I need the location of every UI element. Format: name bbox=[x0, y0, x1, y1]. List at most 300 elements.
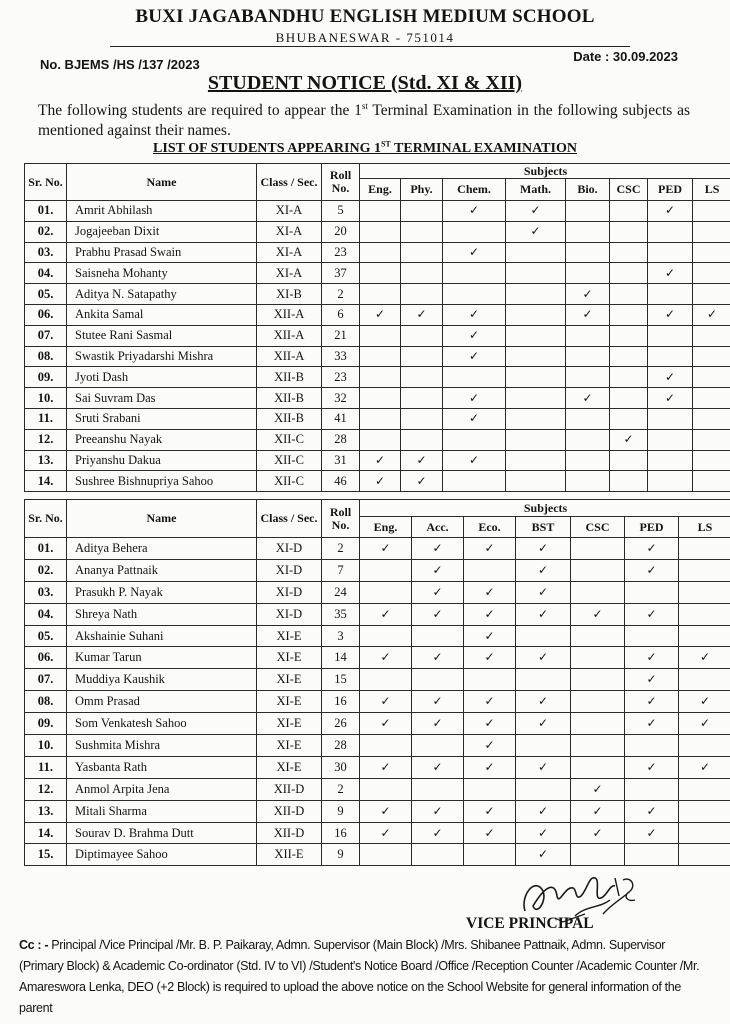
name-cell: Aditya N. Satapathy bbox=[67, 284, 257, 305]
tick-mark: ✓ bbox=[464, 647, 516, 669]
tick-mark: ✓ bbox=[464, 603, 516, 625]
name-cell: Jogajeeban Dixit bbox=[67, 221, 257, 242]
tick-mark: ✓ bbox=[360, 756, 412, 778]
tick-mark: ✓ bbox=[571, 800, 625, 822]
class-cell: XII-A bbox=[257, 325, 322, 346]
empty-subject-cell bbox=[506, 408, 566, 429]
empty-subject-cell bbox=[360, 581, 412, 603]
class-cell: XI-E bbox=[257, 691, 322, 713]
subject-header-ped: PED bbox=[648, 179, 693, 201]
subject-header-eng: Eng. bbox=[360, 517, 412, 538]
name-cell: Saisneha Mohanty bbox=[67, 263, 257, 284]
empty-subject-cell bbox=[625, 778, 679, 800]
class-cell: XI-E bbox=[257, 735, 322, 757]
class-cell: XI-E bbox=[257, 669, 322, 691]
tick-mark: ✓ bbox=[360, 800, 412, 822]
tick-mark: ✓ bbox=[464, 625, 516, 647]
empty-subject-cell bbox=[679, 669, 730, 691]
roll-cell: 23 bbox=[322, 367, 360, 388]
empty-subject-cell bbox=[571, 559, 625, 581]
roll-cell: 30 bbox=[322, 756, 360, 778]
empty-subject-cell bbox=[648, 471, 693, 492]
empty-subject-cell bbox=[506, 284, 566, 305]
list-title-ordinal-sup: ST bbox=[380, 139, 391, 148]
empty-subject-cell bbox=[360, 201, 401, 222]
sr-cell: 02. bbox=[25, 221, 67, 242]
header-divider bbox=[110, 46, 630, 47]
empty-subject-cell bbox=[401, 221, 443, 242]
sr-cell: 12. bbox=[25, 778, 67, 800]
empty-subject-cell bbox=[693, 221, 730, 242]
class-cell: XII-B bbox=[257, 388, 322, 409]
tick-mark: ✓ bbox=[516, 756, 571, 778]
empty-subject-cell bbox=[464, 669, 516, 691]
empty-subject-cell bbox=[506, 346, 566, 367]
tick-mark: ✓ bbox=[443, 201, 506, 222]
name-cell: Sai Suvram Das bbox=[67, 388, 257, 409]
tick-mark: ✓ bbox=[360, 471, 401, 492]
tick-mark: ✓ bbox=[679, 691, 730, 713]
tick-mark: ✓ bbox=[679, 756, 730, 778]
roll-cell: 28 bbox=[322, 429, 360, 450]
empty-subject-cell bbox=[401, 284, 443, 305]
empty-subject-cell bbox=[443, 429, 506, 450]
subjects-header: Subjects bbox=[360, 164, 730, 179]
list-title-text bbox=[153, 141, 577, 156]
tick-mark: ✓ bbox=[625, 691, 679, 713]
name-cell: Muddiya Kaushik bbox=[67, 669, 257, 691]
name-cell: Ankita Samal bbox=[67, 304, 257, 325]
tick-mark: ✓ bbox=[516, 822, 571, 844]
sr-cell: 08. bbox=[25, 691, 67, 713]
empty-subject-cell bbox=[443, 284, 506, 305]
tick-mark: ✓ bbox=[506, 221, 566, 242]
sr-cell: 03. bbox=[25, 242, 67, 263]
empty-subject-cell bbox=[610, 450, 648, 471]
sr-cell: 14. bbox=[25, 822, 67, 844]
tick-mark: ✓ bbox=[412, 647, 464, 669]
tick-mark: ✓ bbox=[648, 263, 693, 284]
empty-subject-cell bbox=[506, 471, 566, 492]
name-cell: Amrit Abhilash bbox=[67, 201, 257, 222]
class-cell: XI-E bbox=[257, 756, 322, 778]
class-cell: XI-D bbox=[257, 581, 322, 603]
tick-mark: ✓ bbox=[679, 647, 730, 669]
class-cell: XII-C bbox=[257, 429, 322, 450]
empty-subject-cell bbox=[506, 325, 566, 346]
empty-subject-cell bbox=[693, 284, 730, 305]
tick-mark: ✓ bbox=[412, 603, 464, 625]
table-row bbox=[25, 471, 730, 492]
school-name: BUXI JAGABANDHU ENGLISH MEDIUM SCHOOL bbox=[135, 6, 595, 27]
class-cell: XII-B bbox=[257, 367, 322, 388]
tick-mark: ✓ bbox=[443, 325, 506, 346]
roll-cell: 14 bbox=[322, 647, 360, 669]
tick-mark: ✓ bbox=[412, 581, 464, 603]
roll-cell: 21 bbox=[322, 325, 360, 346]
class-cell: XII-C bbox=[257, 471, 322, 492]
empty-subject-cell bbox=[566, 325, 610, 346]
tick-mark: ✓ bbox=[360, 538, 412, 560]
tick-mark: ✓ bbox=[443, 388, 506, 409]
empty-subject-cell bbox=[443, 221, 506, 242]
class-cell: XII-A bbox=[257, 346, 322, 367]
tick-mark: ✓ bbox=[443, 408, 506, 429]
empty-subject-cell bbox=[693, 388, 730, 409]
class-cell: XII-D bbox=[257, 778, 322, 800]
empty-subject-cell bbox=[610, 388, 648, 409]
class-cell: XI-D bbox=[257, 538, 322, 560]
empty-subject-cell bbox=[464, 559, 516, 581]
sr-cell: 05. bbox=[25, 284, 67, 305]
empty-subject-cell bbox=[412, 778, 464, 800]
tick-mark: ✓ bbox=[464, 691, 516, 713]
subject-header-acc: Acc. bbox=[412, 517, 464, 538]
empty-subject-cell bbox=[360, 844, 412, 866]
sr-cell: 01. bbox=[25, 201, 67, 222]
class-cell: XII-D bbox=[257, 822, 322, 844]
tick-mark: ✓ bbox=[648, 201, 693, 222]
empty-subject-cell bbox=[360, 559, 412, 581]
empty-subject-cell bbox=[360, 242, 401, 263]
roll-cell: 7 bbox=[322, 559, 360, 581]
name-cell: Kumar Tarun bbox=[67, 647, 257, 669]
tick-mark: ✓ bbox=[412, 713, 464, 735]
tick-mark: ✓ bbox=[464, 756, 516, 778]
empty-subject-cell bbox=[412, 844, 464, 866]
tick-mark: ✓ bbox=[625, 603, 679, 625]
empty-subject-cell bbox=[506, 450, 566, 471]
tick-mark: ✓ bbox=[443, 242, 506, 263]
tick-mark: ✓ bbox=[693, 304, 730, 325]
empty-subject-cell bbox=[401, 242, 443, 263]
tick-mark: ✓ bbox=[360, 450, 401, 471]
name-cell: Jyoti Dash bbox=[67, 367, 257, 388]
sr-cell: 04. bbox=[25, 603, 67, 625]
roll-cell: 2 bbox=[322, 778, 360, 800]
class-cell: XI-E bbox=[257, 647, 322, 669]
name-cell: Akshainie Suhani bbox=[67, 625, 257, 647]
tick-mark: ✓ bbox=[360, 647, 412, 669]
tick-mark: ✓ bbox=[464, 735, 516, 757]
name-cell: Yasbanta Rath bbox=[67, 756, 257, 778]
name-cell: Anmol Arpita Jena bbox=[67, 778, 257, 800]
roll-cell: 46 bbox=[322, 471, 360, 492]
table-row bbox=[25, 284, 730, 305]
empty-subject-cell bbox=[360, 669, 412, 691]
name-header: Name bbox=[67, 164, 257, 201]
intro-paragraph bbox=[38, 96, 690, 141]
empty-subject-cell bbox=[412, 625, 464, 647]
empty-subject-cell bbox=[679, 800, 730, 822]
tick-mark: ✓ bbox=[566, 304, 610, 325]
sr-cell: 12. bbox=[25, 429, 67, 450]
name-cell: Aditya Behera bbox=[67, 538, 257, 560]
empty-subject-cell bbox=[693, 367, 730, 388]
tick-mark: ✓ bbox=[360, 304, 401, 325]
tick-mark: ✓ bbox=[625, 822, 679, 844]
tick-mark: ✓ bbox=[464, 800, 516, 822]
empty-subject-cell bbox=[566, 450, 610, 471]
empty-subject-cell bbox=[648, 221, 693, 242]
tick-mark: ✓ bbox=[516, 647, 571, 669]
tick-mark: ✓ bbox=[443, 304, 506, 325]
tick-mark: ✓ bbox=[464, 581, 516, 603]
empty-subject-cell bbox=[571, 713, 625, 735]
tick-mark: ✓ bbox=[443, 346, 506, 367]
empty-subject-cell bbox=[506, 242, 566, 263]
empty-subject-cell bbox=[360, 367, 401, 388]
name-header: Name bbox=[67, 500, 257, 538]
empty-subject-cell bbox=[610, 242, 648, 263]
empty-subject-cell bbox=[516, 735, 571, 757]
empty-subject-cell bbox=[464, 844, 516, 866]
empty-subject-cell bbox=[679, 581, 730, 603]
class-header: Class / Sec. bbox=[257, 500, 322, 538]
roll-cell: 24 bbox=[322, 581, 360, 603]
roll-cell: 15 bbox=[322, 669, 360, 691]
sr-cell: 10. bbox=[25, 388, 67, 409]
empty-subject-cell bbox=[401, 388, 443, 409]
empty-subject-cell bbox=[571, 735, 625, 757]
roll-cell: 33 bbox=[322, 346, 360, 367]
empty-subject-cell bbox=[360, 735, 412, 757]
tick-mark: ✓ bbox=[412, 691, 464, 713]
empty-subject-cell bbox=[610, 325, 648, 346]
empty-subject-cell bbox=[648, 325, 693, 346]
empty-subject-cell bbox=[360, 263, 401, 284]
empty-subject-cell bbox=[566, 263, 610, 284]
school-address: BHUBANESWAR - 751014 bbox=[275, 30, 455, 45]
sr-cell: 06. bbox=[25, 304, 67, 325]
table-row bbox=[25, 325, 730, 346]
class-cell: XI-A bbox=[257, 221, 322, 242]
roll-cell: 31 bbox=[322, 450, 360, 471]
tick-mark: ✓ bbox=[625, 800, 679, 822]
roll-cell: 41 bbox=[322, 408, 360, 429]
empty-subject-cell bbox=[693, 408, 730, 429]
tick-mark: ✓ bbox=[360, 603, 412, 625]
empty-subject-cell bbox=[506, 388, 566, 409]
empty-subject-cell bbox=[516, 778, 571, 800]
empty-subject-cell bbox=[401, 408, 443, 429]
empty-subject-cell bbox=[693, 450, 730, 471]
empty-subject-cell bbox=[610, 471, 648, 492]
subject-header-chem: Chem. bbox=[443, 179, 506, 201]
table-row bbox=[25, 429, 730, 450]
tick-mark: ✓ bbox=[516, 800, 571, 822]
subject-header-phy: Phy. bbox=[401, 179, 443, 201]
tick-mark: ✓ bbox=[610, 429, 648, 450]
empty-subject-cell bbox=[412, 669, 464, 691]
name-cell: Shreya Nath bbox=[67, 603, 257, 625]
intro-part-1: The following students are required to appear the 1 bbox=[38, 102, 362, 120]
tick-mark: ✓ bbox=[401, 450, 443, 471]
empty-subject-cell bbox=[571, 756, 625, 778]
name-cell: Mitali Sharma bbox=[67, 800, 257, 822]
roll-cell: 5 bbox=[322, 201, 360, 222]
class-cell: XI-A bbox=[257, 242, 322, 263]
sr-cell: 10. bbox=[25, 735, 67, 757]
empty-subject-cell bbox=[693, 263, 730, 284]
subject-header-eco: Eco. bbox=[464, 517, 516, 538]
tick-mark: ✓ bbox=[412, 538, 464, 560]
tick-mark: ✓ bbox=[566, 284, 610, 305]
empty-subject-cell bbox=[506, 429, 566, 450]
empty-subject-cell bbox=[571, 581, 625, 603]
empty-subject-cell bbox=[610, 408, 648, 429]
roll-cell: 35 bbox=[322, 603, 360, 625]
list-title bbox=[0, 139, 730, 157]
empty-subject-cell bbox=[648, 242, 693, 263]
name-cell: Stutee Rani Sasmal bbox=[67, 325, 257, 346]
empty-subject-cell bbox=[566, 471, 610, 492]
tick-mark: ✓ bbox=[506, 201, 566, 222]
commerce-students-table bbox=[24, 499, 730, 866]
tick-mark: ✓ bbox=[625, 669, 679, 691]
empty-subject-cell bbox=[443, 367, 506, 388]
notice-title-text: STUDENT NOTICE (Std. XI & XII) bbox=[207, 72, 523, 94]
name-cell: Sushree Bishnupriya Sahoo bbox=[67, 471, 257, 492]
tick-mark: ✓ bbox=[566, 388, 610, 409]
subject-header-ls: LS bbox=[679, 517, 730, 538]
tick-mark: ✓ bbox=[401, 304, 443, 325]
empty-subject-cell bbox=[506, 263, 566, 284]
table-row bbox=[25, 263, 730, 284]
sr-cell: 02. bbox=[25, 559, 67, 581]
tick-mark: ✓ bbox=[516, 713, 571, 735]
tick-mark: ✓ bbox=[464, 538, 516, 560]
table-row bbox=[25, 581, 730, 603]
empty-subject-cell bbox=[566, 429, 610, 450]
roll-cell: 37 bbox=[322, 263, 360, 284]
tick-mark: ✓ bbox=[571, 778, 625, 800]
table-row bbox=[25, 346, 730, 367]
table-row bbox=[25, 201, 730, 222]
empty-subject-cell bbox=[571, 625, 625, 647]
empty-subject-cell bbox=[443, 471, 506, 492]
tick-mark: ✓ bbox=[516, 691, 571, 713]
tick-mark: ✓ bbox=[401, 471, 443, 492]
sr-cell: 13. bbox=[25, 450, 67, 471]
roll-header: Roll No. bbox=[322, 164, 360, 201]
tick-mark: ✓ bbox=[625, 713, 679, 735]
empty-subject-cell bbox=[648, 450, 693, 471]
roll-cell: 9 bbox=[322, 844, 360, 866]
empty-subject-cell bbox=[693, 242, 730, 263]
empty-subject-cell bbox=[360, 778, 412, 800]
tick-mark: ✓ bbox=[412, 559, 464, 581]
class-cell: XI-D bbox=[257, 559, 322, 581]
table-row bbox=[25, 242, 730, 263]
intro-part-2: Terminal Examination in the following subjects as mentioned against their names. bbox=[38, 102, 691, 140]
tick-mark: ✓ bbox=[571, 603, 625, 625]
sr-cell: 06. bbox=[25, 647, 67, 669]
empty-subject-cell bbox=[360, 346, 401, 367]
sr-cell: 04. bbox=[25, 263, 67, 284]
table-row bbox=[25, 691, 730, 713]
empty-subject-cell bbox=[648, 284, 693, 305]
class-cell: XII-D bbox=[257, 800, 322, 822]
sr-cell: 09. bbox=[25, 713, 67, 735]
roll-header: Roll No. bbox=[322, 500, 360, 538]
intro-ordinal-sup: st bbox=[361, 101, 368, 111]
list-title-part-2: TERMINAL EXAMINATION bbox=[390, 140, 577, 156]
tick-mark: ✓ bbox=[443, 450, 506, 471]
subject-header-ls: LS bbox=[693, 179, 730, 201]
empty-subject-cell bbox=[679, 735, 730, 757]
tick-mark: ✓ bbox=[360, 691, 412, 713]
subject-header-bio: Bio. bbox=[566, 179, 610, 201]
sr-cell: 15. bbox=[25, 844, 67, 866]
sr-no-header: Sr. No. bbox=[25, 500, 67, 538]
tick-mark: ✓ bbox=[625, 647, 679, 669]
sr-cell: 13. bbox=[25, 800, 67, 822]
subjects-header: Subjects bbox=[360, 500, 730, 517]
empty-subject-cell bbox=[679, 822, 730, 844]
empty-subject-cell bbox=[610, 304, 648, 325]
roll-cell: 20 bbox=[322, 221, 360, 242]
tick-mark: ✓ bbox=[360, 822, 412, 844]
subject-header-ped: PED bbox=[625, 517, 679, 538]
tick-mark: ✓ bbox=[516, 581, 571, 603]
subject-header-bst: BST bbox=[516, 517, 571, 538]
sr-cell: 07. bbox=[25, 669, 67, 691]
name-cell: Sruti Srabani bbox=[67, 408, 257, 429]
roll-cell: 3 bbox=[322, 625, 360, 647]
empty-subject-cell bbox=[679, 538, 730, 560]
roll-cell: 16 bbox=[322, 691, 360, 713]
name-cell: Omm Prasad bbox=[67, 691, 257, 713]
class-cell: XI-A bbox=[257, 201, 322, 222]
class-cell: XI-A bbox=[257, 263, 322, 284]
cc-distribution-text bbox=[19, 935, 711, 1019]
cc-body: Principal /Vice Principal /Mr. B. P. Paikaray, Admn. Supervisor (Main Block) /Mrs. Shibanee Pattnaik, Admn. Supervisor (Primary Block) & Academic Co-ordinator (Std. IV to VI) /Student's Notice Board /Office /Reception Counter /Academic Counter /Mr. Amareswora Lenka, DEO (+2 Block) is required to upload the above notice on the School Website for general information of the parent bbox=[19, 938, 700, 1015]
subject-header-csc: CSC bbox=[610, 179, 648, 201]
class-cell: XII-B bbox=[257, 408, 322, 429]
class-cell: XII-A bbox=[257, 304, 322, 325]
empty-subject-cell bbox=[679, 778, 730, 800]
name-cell: Diptimayee Sahoo bbox=[67, 844, 257, 866]
empty-subject-cell bbox=[625, 625, 679, 647]
roll-cell: 28 bbox=[322, 735, 360, 757]
table-row bbox=[25, 559, 730, 581]
tick-mark: ✓ bbox=[464, 822, 516, 844]
empty-subject-cell bbox=[648, 429, 693, 450]
cc-label: Cc : - bbox=[19, 938, 49, 952]
empty-subject-cell bbox=[566, 346, 610, 367]
notice-title bbox=[0, 72, 730, 95]
tick-mark: ✓ bbox=[648, 367, 693, 388]
tick-mark: ✓ bbox=[412, 822, 464, 844]
table-row bbox=[25, 221, 730, 242]
empty-subject-cell bbox=[443, 263, 506, 284]
empty-subject-cell bbox=[516, 669, 571, 691]
class-cell: XII-C bbox=[257, 450, 322, 471]
empty-subject-cell bbox=[360, 388, 401, 409]
empty-subject-cell bbox=[412, 735, 464, 757]
empty-subject-cell bbox=[693, 325, 730, 346]
sr-cell: 05. bbox=[25, 625, 67, 647]
roll-cell: 9 bbox=[322, 800, 360, 822]
sr-cell: 08. bbox=[25, 346, 67, 367]
empty-subject-cell bbox=[360, 325, 401, 346]
table-row bbox=[25, 778, 730, 800]
notice-date: Date : 30.09.2023 bbox=[573, 49, 678, 64]
subject-header-math: Math. bbox=[506, 179, 566, 201]
empty-subject-cell bbox=[516, 625, 571, 647]
empty-subject-cell bbox=[610, 263, 648, 284]
